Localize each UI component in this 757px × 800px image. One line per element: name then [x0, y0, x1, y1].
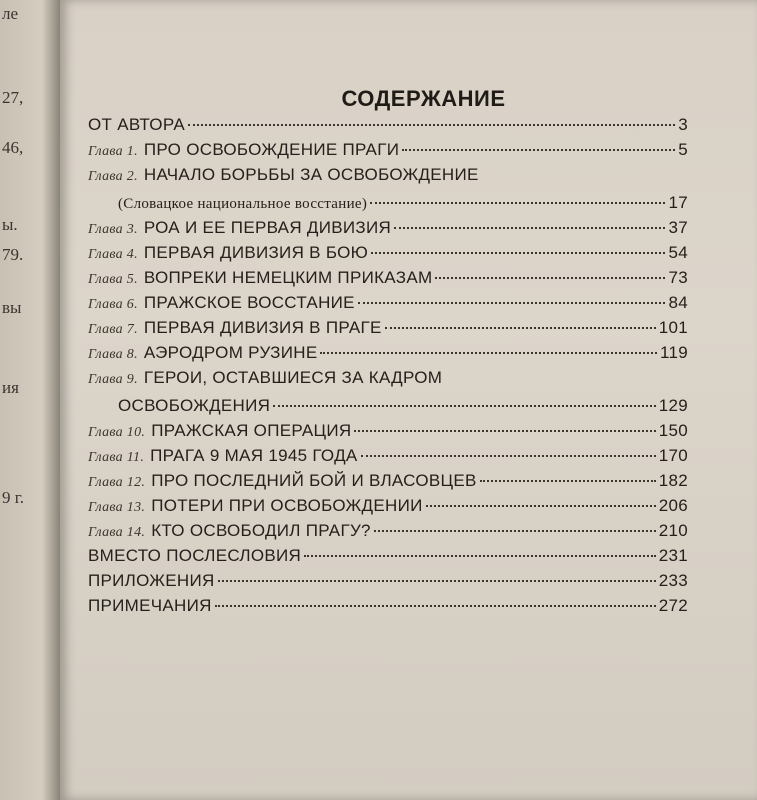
- entry-title-text: ПОТЕРИ ПРИ ОСВОБОЖДЕНИИ: [151, 496, 423, 515]
- left-page-edge: [0, 0, 60, 800]
- toc-entry: [88, 218, 688, 243]
- entry-title-text: ОТ АВТОРА: [88, 115, 185, 134]
- toc-line: [88, 396, 688, 421]
- toc-entry: [88, 571, 688, 596]
- leader-dots: [435, 277, 665, 279]
- toc-line: [88, 343, 688, 368]
- leader-dots: [215, 605, 656, 607]
- chapter-word: Глава: [88, 272, 123, 287]
- page-number: 17: [668, 193, 688, 212]
- toc-entry: [88, 368, 688, 421]
- chapter-prefix: [88, 425, 145, 440]
- entry-title-text: ВОПРЕКИ НЕМЕЦКИМ ПРИКАЗАМ: [143, 268, 433, 287]
- leader-dots: [480, 480, 656, 482]
- chapter-number: 10.: [122, 425, 146, 440]
- chapter-number: 2.: [122, 169, 138, 184]
- toc-entry: [88, 421, 688, 446]
- chapter-word: Глава: [88, 525, 123, 540]
- page-number: 170: [658, 446, 688, 465]
- page-number: 73: [668, 268, 688, 287]
- page-number: 101: [658, 318, 688, 337]
- entry-title-text: ПЕРВАЯ ДИВИЗИЯ В ПРАГЕ: [143, 318, 382, 337]
- left-page-fragment: 79.: [2, 245, 24, 264]
- toc-line: [88, 243, 688, 268]
- chapter-number: 7.: [122, 322, 138, 337]
- page-number: 5: [678, 140, 688, 159]
- page-number: 54: [668, 243, 688, 262]
- left-page-fragment: вы: [2, 298, 22, 317]
- chapter-prefix: [88, 450, 144, 465]
- chapter-number: 13.: [122, 500, 146, 515]
- toc-entry-title: [88, 140, 399, 160]
- chapter-word: Глава: [88, 222, 123, 237]
- page-number: 182: [658, 471, 688, 490]
- leader-dots: [371, 252, 665, 254]
- toc-entry: [88, 165, 688, 218]
- chapter-prefix: [88, 525, 145, 540]
- chapter-word: Глава: [88, 297, 123, 312]
- leader-dots: [385, 327, 656, 329]
- toc-entry: [88, 140, 688, 165]
- leader-dots: [426, 505, 656, 507]
- left-page-fragment: ы.: [2, 215, 18, 234]
- entry-title-text: ПРО ОСВОБОЖДЕНИЕ ПРАГИ: [143, 140, 400, 159]
- chapter-prefix: [88, 372, 138, 387]
- toc-line: [88, 446, 688, 471]
- leader-dots: [354, 430, 655, 432]
- toc-entry: [88, 596, 688, 621]
- chapter-number: 12.: [122, 475, 146, 490]
- toc-entry-title: [88, 368, 442, 388]
- leader-dots: [394, 227, 665, 229]
- chapter-number: 3.: [122, 222, 138, 237]
- left-page-fragment: 9 г.: [2, 488, 25, 507]
- chapter-word: Глава: [88, 425, 123, 440]
- toc-entry: [88, 115, 688, 140]
- page-number: 272: [658, 596, 688, 615]
- page-number: 84: [668, 293, 688, 312]
- entry-title-text: ВМЕСТО ПОСЛЕСЛОВИЯ: [88, 546, 302, 565]
- chapter-number: 5.: [122, 272, 138, 287]
- toc-line: [88, 115, 688, 140]
- leader-dots: [218, 580, 656, 582]
- leader-dots: [320, 352, 657, 354]
- toc-entry-title: [88, 446, 358, 466]
- toc-entry: [88, 496, 688, 521]
- toc-entry: [88, 243, 688, 268]
- toc-entry-title: [88, 421, 351, 441]
- page-number: 206: [658, 496, 688, 515]
- leader-dots: [188, 124, 675, 126]
- chapter-prefix: [88, 169, 138, 184]
- toc-entry-title: [88, 343, 317, 363]
- chapter-number: 11.: [122, 450, 145, 465]
- entry-title-text: ПЕРВАЯ ДИВИЗИЯ В БОЮ: [143, 243, 369, 262]
- chapter-prefix: [88, 247, 138, 262]
- page-number: 119: [659, 343, 688, 362]
- chapter-prefix: [88, 297, 138, 312]
- left-page-fragment: ия: [2, 378, 19, 397]
- chapter-number: 1.: [122, 144, 138, 159]
- toc-entry-title: [88, 165, 479, 185]
- toc-entry-title: [88, 546, 301, 566]
- chapter-prefix: [88, 347, 138, 362]
- chapter-word: Глава: [88, 322, 123, 337]
- chapter-word: Глава: [88, 247, 123, 262]
- toc-entry-title: [88, 243, 368, 263]
- chapter-prefix: [88, 322, 138, 337]
- book-page: [60, 0, 757, 800]
- page-number: 3: [678, 115, 688, 134]
- chapter-number: 9.: [122, 372, 138, 387]
- toc-line: [88, 165, 688, 193]
- page-number: 129: [658, 396, 688, 415]
- leader-dots: [361, 455, 656, 457]
- leader-dots: [304, 555, 656, 557]
- toc-line: [88, 268, 688, 293]
- toc-line: [88, 193, 688, 218]
- page-number: 231: [658, 546, 688, 565]
- toc-entry: [88, 318, 688, 343]
- toc-entry: [88, 546, 688, 571]
- entry-subtitle: (Словацкое национальное восстание): [118, 196, 368, 212]
- chapter-word: Глава: [88, 450, 123, 465]
- toc-line: [88, 421, 688, 446]
- toc-line: [88, 471, 688, 496]
- entry-title-text: РОА И ЕЕ ПЕРВАЯ ДИВИЗИЯ: [143, 218, 392, 237]
- toc-line: [88, 596, 688, 621]
- toc-line: [88, 496, 688, 521]
- chapter-word: Глава: [88, 169, 123, 184]
- toc-line: [88, 140, 688, 165]
- page-number: 37: [668, 218, 688, 237]
- entry-title-text: ПРАЖСКАЯ ОПЕРАЦИЯ: [151, 421, 352, 440]
- entry-title-text: КТО ОСВОБОДИЛ ПРАГУ?: [151, 521, 371, 540]
- chapter-word: Глава: [88, 500, 123, 515]
- toc-entry-title: [88, 218, 391, 238]
- entry-title-text: ПРИМЕЧАНИЯ: [88, 596, 212, 615]
- entry-title-text: ПРИЛОЖЕНИЯ: [88, 571, 215, 590]
- toc-line: [88, 368, 688, 396]
- toc-entry-title: [88, 571, 215, 591]
- entry-subtitle: ОСВОБОЖДЕНИЯ: [118, 396, 271, 415]
- toc-line: [88, 546, 688, 571]
- toc-entry-title: [88, 115, 185, 135]
- toc-entry: [88, 293, 688, 318]
- chapter-word: Глава: [88, 347, 123, 362]
- toc-entry-title: [88, 471, 477, 491]
- left-page-fragment: 46,: [2, 138, 24, 157]
- leader-dots: [273, 405, 656, 407]
- chapter-number: 14.: [122, 525, 146, 540]
- page-number: 210: [658, 521, 688, 540]
- toc-entry-title: [88, 318, 382, 338]
- table-of-contents: [88, 115, 688, 621]
- entry-title-text: ПРАГА 9 МАЯ 1945 ГОДА: [150, 446, 358, 465]
- entry-title-text: НАЧАЛО БОРЬБЫ ЗА ОСВОБОЖДЕНИЕ: [143, 165, 479, 184]
- toc-entry: [88, 343, 688, 368]
- toc-line: [88, 218, 688, 243]
- toc-line: [88, 571, 688, 596]
- entry-title-text: ПРАЖСКОЕ ВОССТАНИЕ: [143, 293, 355, 312]
- page-title: СОДЕРЖАНИЕ: [341, 86, 506, 111]
- toc-entry: [88, 268, 688, 293]
- page-number: 233: [658, 571, 688, 590]
- chapter-prefix: [88, 475, 145, 490]
- toc-line: [88, 521, 688, 546]
- left-page-fragment: 27,: [2, 88, 24, 107]
- chapter-prefix: [88, 222, 138, 237]
- leader-dots: [402, 149, 675, 151]
- chapter-prefix: [88, 272, 138, 287]
- leader-dots: [374, 530, 656, 532]
- leader-dots: [370, 202, 665, 204]
- toc-entry-title: [88, 293, 355, 313]
- toc-entry: [88, 471, 688, 496]
- toc-entry-title: [88, 521, 371, 541]
- chapter-word: Глава: [88, 144, 123, 159]
- toc-entry-title: [88, 596, 212, 616]
- chapter-prefix: [88, 500, 145, 515]
- chapter-word: Глава: [88, 372, 123, 387]
- chapter-word: Глава: [88, 475, 123, 490]
- chapter-number: 6.: [122, 297, 138, 312]
- toc-entry: [88, 521, 688, 546]
- entry-title-text: АЭРОДРОМ РУЗИНЕ: [143, 343, 318, 362]
- toc-line: [88, 293, 688, 318]
- left-page-fragment: ле: [2, 4, 19, 23]
- toc-entry-title: [88, 268, 432, 288]
- chapter-number: 4.: [122, 247, 138, 262]
- toc-entry-title: [88, 496, 423, 516]
- toc-line: [88, 318, 688, 343]
- toc-entry: [88, 446, 688, 471]
- chapter-prefix: [88, 144, 138, 159]
- entry-title-text: ПРО ПОСЛЕДНИЙ БОЙ И ВЛАСОВЦЕВ: [151, 471, 477, 490]
- entry-title-text: ГЕРОИ, ОСТАВШИЕСЯ ЗА КАДРОМ: [143, 368, 443, 387]
- chapter-number: 8.: [122, 347, 138, 362]
- page-number: 150: [658, 421, 688, 440]
- leader-dots: [358, 302, 666, 304]
